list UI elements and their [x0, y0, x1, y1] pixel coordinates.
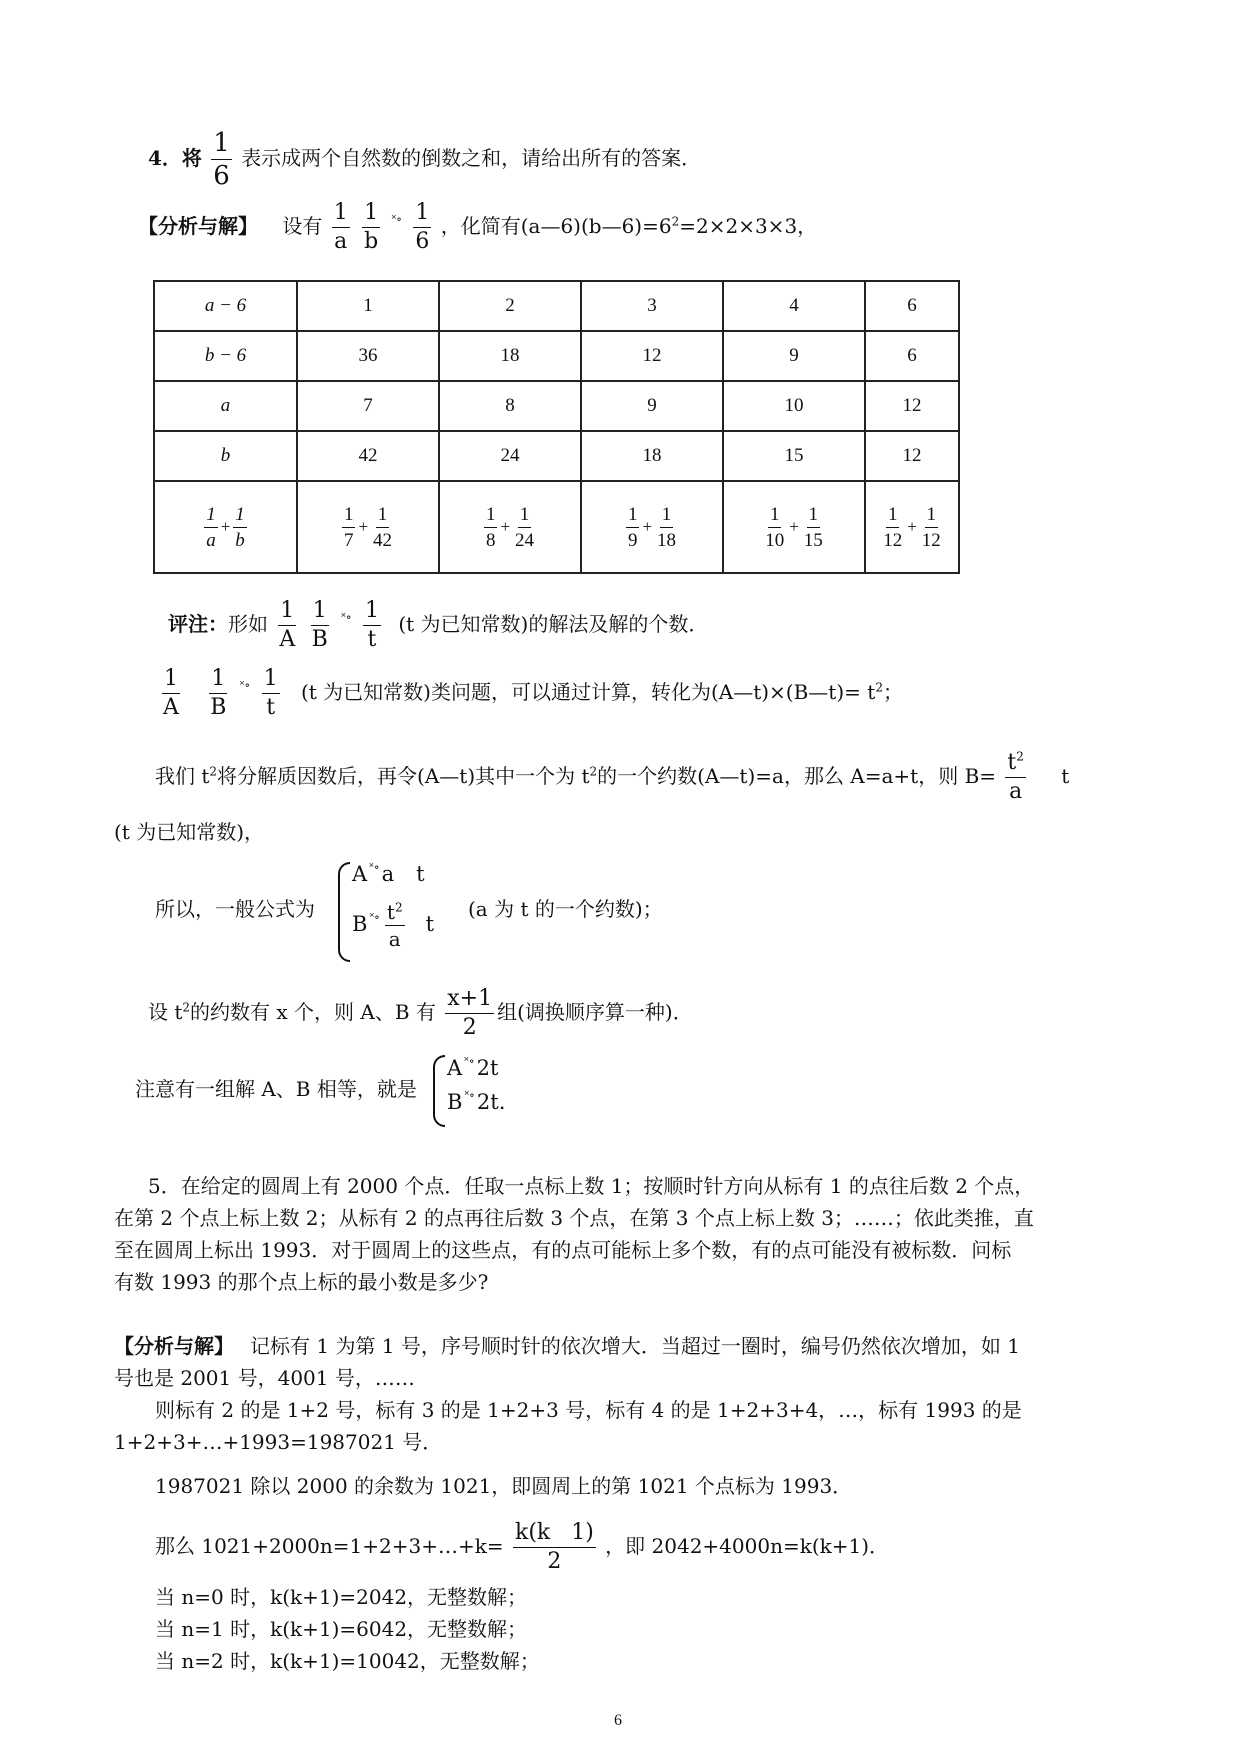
fraction-1-over-a: $\frac{1}{a}$	[333, 200, 348, 254]
table-cell: 4	[723, 281, 865, 331]
equal-B: B ˟∘2t.	[447, 1088, 506, 1114]
table-cell: $\frac{1}{a}$ + $\frac{1}{b}$	[154, 481, 297, 573]
row-label: a − 6	[204, 295, 247, 316]
fraction-k-k-plus-1-over-2: $\frac{k(k 1)}{2}$	[515, 1520, 594, 1574]
table-cell: $\frac{1}{12}$ + $\frac{1}{12}$	[865, 481, 959, 573]
fraction: $\frac{1}{42}$	[373, 503, 393, 551]
equal-case-label: 注意有一组解 A、B 相等，就是	[135, 1077, 417, 1101]
note-line-4: (t 为已知常数)，	[114, 820, 264, 844]
fraction-t2-over-a: $\frac{t^2}{a}$	[1007, 749, 1024, 804]
analysis-5-line: 当 n=1 时，k(k+1)=6042，无整数解；	[155, 1617, 528, 1641]
table-cell: 3	[581, 281, 723, 331]
fraction: $\frac{1}{8}$	[485, 503, 496, 551]
analysis-5-formula	[155, 1522, 889, 1573]
question-5-line: 有数 1993 的那个点上标的最小数是多少?	[114, 1270, 489, 1294]
table-cell: 10	[723, 381, 865, 431]
fraction-1-over-b: $\frac{1}{b}$	[364, 200, 379, 254]
note-text: (t 为已知常数)类问题，可以通过计算，转化为(A—t)×(B—t)= t	[300, 680, 876, 704]
table-cell: $\frac{1}{10}$ + $\frac{1}{15}$	[723, 481, 865, 573]
table-cell: $\frac{1}{8}$ + $\frac{1}{24}$	[439, 481, 581, 573]
row-label: b − 6	[204, 345, 247, 366]
table-cell: $\frac{1}{9}$ + $\frac{1}{18}$	[581, 481, 723, 573]
table-cell: 15	[723, 431, 865, 481]
fraction: $\frac{1}{10}$	[765, 503, 785, 551]
simplify-text: ，化简有(a—6)(b—6)=6	[440, 214, 672, 238]
analysis-label: 【分析与解】	[114, 1334, 234, 1358]
fraction: $\frac{1}{9}$	[627, 503, 638, 551]
fraction: $\frac{1}{b}$	[235, 503, 245, 551]
note-text: 的约数有 x 个，则 A、B 有	[190, 1000, 436, 1024]
fraction: $\frac{1}{15}$	[803, 503, 823, 551]
note-text: 的一个约数(A—t)=a，那么 A=a+t，则 B=	[597, 764, 997, 788]
formula-A: A ˟∘a t	[352, 860, 425, 886]
table-cell: 12	[865, 381, 959, 431]
simplify-exponent: 2	[671, 214, 680, 229]
analysis-5-line: 号也是 2001 号，4001 号，……	[114, 1366, 415, 1390]
fraction-1-over-B: $\frac{1}{B}$	[311, 598, 328, 652]
note-text: 我们 t	[155, 764, 210, 788]
table-cell: 12	[865, 431, 959, 481]
question-4-number: 4．将	[148, 146, 202, 170]
note-text: ；	[882, 680, 903, 704]
fraction-1-over-6: $\frac{1}{6}$	[415, 200, 430, 254]
equals-glyph: ˟∘	[391, 212, 402, 226]
fraction: $\frac{1}{12}$	[883, 503, 903, 551]
fraction: $\frac{1}{a}$	[206, 503, 216, 551]
table-cell: 36	[297, 331, 439, 381]
table-row	[154, 281, 959, 331]
general-formula-note: (a 为 t 的一个约数)；	[468, 897, 663, 921]
table-cell: 12	[581, 331, 723, 381]
analysis-5-line: 当 n=2 时，k(k+1)=10042，无整数解；	[155, 1649, 540, 1673]
note-line-2	[158, 668, 903, 719]
analysis-4	[138, 202, 817, 253]
note-text: t	[1061, 764, 1070, 788]
table-cell: 7	[297, 381, 439, 431]
question-5-line: 至在圆周上标出 1993．对于圆周上的这些点，有的点可能标上多个数，有的点可能没有被标数．问标	[114, 1238, 1012, 1262]
general-formula-label: 所以，一般公式为	[155, 897, 315, 921]
analysis-text: ，即 2042+4000n=k(k+1)．	[605, 1534, 890, 1558]
question-5-line: 在第 2 个点上标上数 2；从标有 2 的点再往后数 3 个点，在第 3 个点上标上数 3；……；依此类推，直	[114, 1206, 1034, 1230]
fraction: $\frac{1}{18}$	[657, 503, 677, 551]
fraction: $\frac{1}{7}$	[343, 503, 354, 551]
count-line	[148, 988, 693, 1039]
table-row	[154, 381, 959, 431]
analysis-5-line: 1+2+3+…+1993=1987021 号．	[114, 1430, 443, 1454]
note-text: (t 为已知常数)的解法及解的个数．	[398, 612, 709, 636]
note-line-3	[155, 749, 1070, 804]
table-row	[154, 331, 959, 381]
exponent: 2	[589, 764, 598, 779]
fraction: $\frac{1}{24}$	[515, 503, 535, 551]
question-4-text: 表示成两个自然数的倒数之和，请给出所有的答案．	[241, 146, 702, 170]
left-brace	[433, 1055, 445, 1127]
analysis-5-line: 当 n=0 时，k(k+1)=2042，无整数解；	[155, 1585, 528, 1609]
table-row	[154, 431, 959, 481]
row-label: b	[220, 445, 231, 466]
note-text: 形如	[228, 612, 268, 636]
table-row-fractions	[154, 481, 959, 573]
note-text: 组(调换顺序算一种)．	[497, 1000, 693, 1024]
fraction-1-over-t: $\frac{1}{t}$	[263, 666, 278, 720]
fraction-1-over-A: $\frac{1}{A}$	[279, 598, 296, 652]
fraction-one-sixth: $\frac{1}{6}$	[213, 128, 230, 191]
note-label: 评注：	[168, 612, 228, 636]
question-5-line: 5．在给定的圆周上有 2000 个点．任取一点标上数 1；按顺时针方向从标有 1 的点往后数 2 个点，	[148, 1174, 1035, 1198]
note-line-1	[168, 600, 708, 651]
left-brace	[338, 862, 350, 962]
row-label: a	[220, 395, 231, 416]
equals-glyph: ˟∘	[341, 610, 352, 624]
table-cell: 18	[439, 331, 581, 381]
fraction-1-over-B: $\frac{1}{B}$	[210, 666, 227, 720]
exponent: 2	[875, 680, 883, 695]
table-cell: $\frac{1}{7}$ + $\frac{1}{42}$	[297, 481, 439, 573]
simplify-text-end: =2×2×3×3，	[679, 214, 818, 238]
analysis-label: 【分析与解】	[138, 214, 258, 238]
table-cell: 8	[439, 381, 581, 431]
table-cell: 9	[723, 331, 865, 381]
formula-B: B ˟∘ $\frac{t^2}{a}$ t	[352, 900, 435, 951]
table-cell: 18	[581, 431, 723, 481]
table-cell: 24	[439, 431, 581, 481]
analysis-5-line: 1987021 除以 2000 的余数为 1021，即圆周上的第 1021 个点标为 1993．	[155, 1474, 853, 1498]
analysis-4-intro: 设有	[282, 214, 323, 238]
equals-glyph: ˟∘	[239, 678, 251, 692]
fraction: $\frac{1}{12}$	[921, 503, 941, 551]
fraction-1-over-t: $\frac{1}{t}$	[364, 598, 379, 652]
table-cell: 2	[439, 281, 581, 331]
table-cell: 9	[581, 381, 723, 431]
analysis-text: 记标有 1 为第 1 号，序号顺时针的依次增大．当超过一圈时，编号仍然依次增加，如 1	[250, 1334, 1020, 1358]
table-cell: 6	[865, 281, 959, 331]
exponent: 2	[182, 1000, 191, 1015]
fraction-x-plus-1-over-2: $\frac{x+1}{2}$	[447, 986, 493, 1040]
question-4	[148, 130, 701, 189]
exponent: 2	[209, 764, 218, 779]
equal-A: A ˟∘2t	[447, 1054, 499, 1080]
note-text: 设 t	[148, 1000, 183, 1024]
table-cell: 6	[865, 331, 959, 381]
table-cell: 42	[297, 431, 439, 481]
analysis-5-line: 则标有 2 的是 1+2 号，标有 3 的是 1+2+3 号，标有 4 的是 1+2+3+4，…，标有 1993 的是	[155, 1398, 1022, 1422]
page-number: 6	[614, 1712, 622, 1729]
analysis-5-line-1	[114, 1332, 1020, 1360]
table-cell: 1	[297, 281, 439, 331]
analysis-text: 那么 1021+2000n=1+2+3+…+k=	[155, 1534, 504, 1558]
fraction-1-over-A: $\frac{1}{A}$	[163, 666, 179, 720]
solution-table	[153, 280, 960, 574]
note-text: 将分解质因数后，再令(A—t)其中一个为 t	[217, 764, 590, 788]
